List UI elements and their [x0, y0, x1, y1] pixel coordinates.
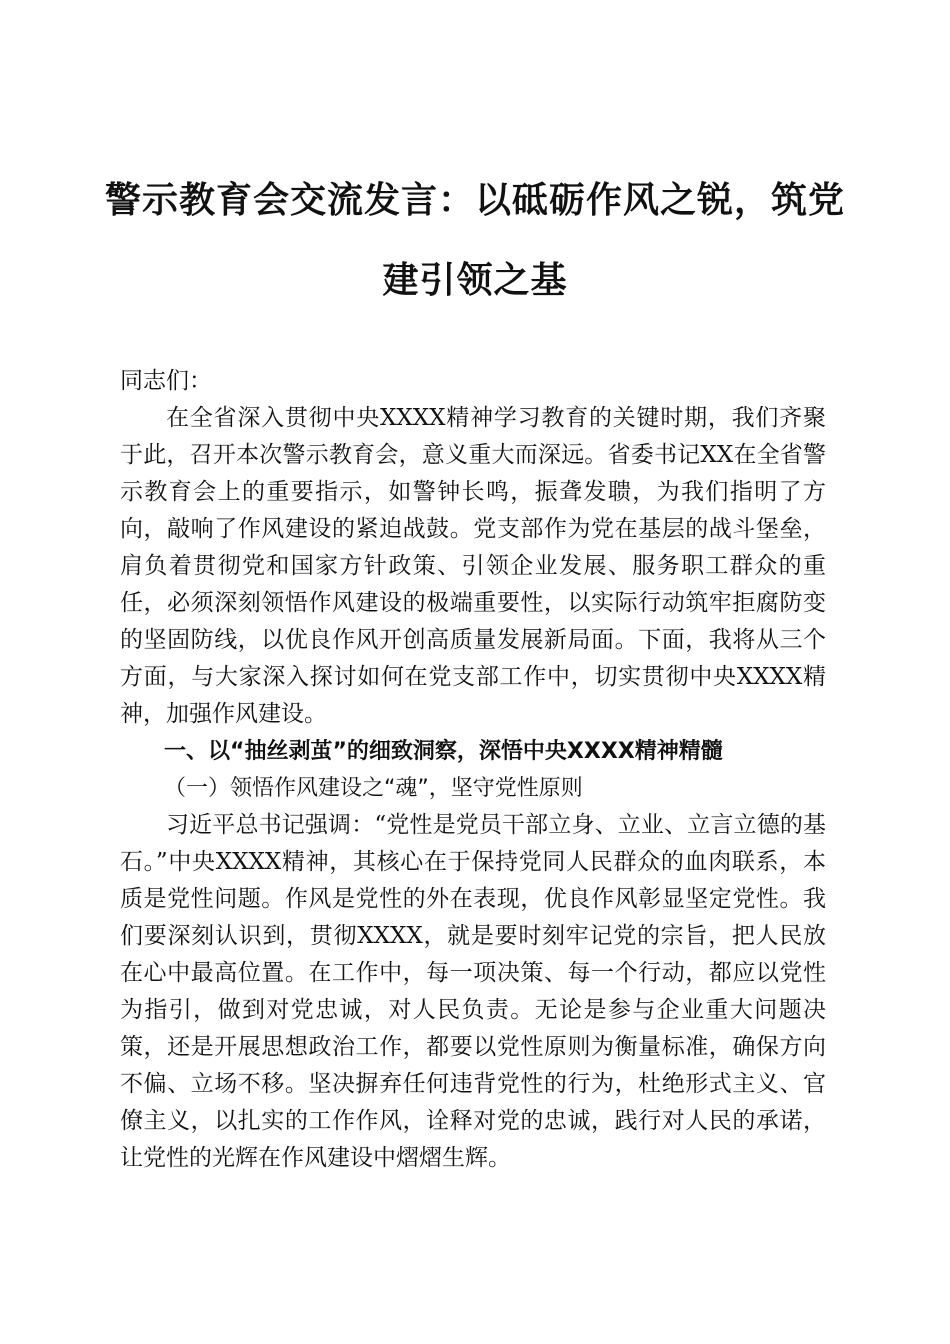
document-title	[100, 160, 850, 320]
title-line-1: 警示教育会交流发言：以砥砺作风之锐，筑党	[104, 179, 845, 221]
salutation: 同志们：	[120, 368, 212, 394]
document-body	[120, 363, 826, 1177]
body-paragraph-2: 习近平总书记强调：“党性是党员干部立身、立业、立言立德的基石。”中央XXXX精神，其核心在于保持党同人民群众的血肉联系，本质是党性问题。作风是党性的外在表现，优良作风彰显坚定党性。我们要深刻认识到，贯彻XXXX，就是要时刻牢记党的宗旨，把人民放在心中最高位置。在工作中，每一项决策、每一个行动，都应以党性为指引，做到对党忠诚，对人民负责。无论是参与企业重大问题决策，还是开展思想政治工作，都要以党性原则为衡量标准，确保方向不偏、立场不移。坚决摒弃任何违背党性的行为，杜绝形式主义、官僚主义，以扎实的工作作风，诠释对党的忠诚，践行对人民的承诺，让党性的光辉在作风建设中熠熠生辉。	[120, 812, 826, 1171]
section-heading-1: 一、以“抽丝剥茧”的细致洞察，深悟中央XXXX精神精髓	[164, 739, 723, 764]
title-line-2: 建引领之基	[382, 259, 568, 301]
intro-paragraph: 在全省深入贯彻中央XXXX精神学习教育的关键时期，我们齐聚于此，召开本次警示教育会，意义重大而深远。省委书记XX在全省警示教育会上的重要指示，如警钟长鸣，振聋发聩，为我们指明了方向，敲响了作风建设的紧迫战鼓。党支部作为党在基层的战斗堡垒，肩负着贯彻党和国家方针政策、引领企业发展、服务职工群众的重任，必须深刻领悟作风建设的极端重要性，以实际行动筑牢拒腐防变的坚固防线，以优良作风开创高质量发展新局面。下面，我将从三个方面，与大家深入探讨如何在党支部工作中，切实贯彻中央XXXX精神，加强作风建设。	[120, 405, 826, 727]
subsection-heading-1: （一）领悟作风建设之“魂”，坚守党性原则	[164, 776, 583, 801]
